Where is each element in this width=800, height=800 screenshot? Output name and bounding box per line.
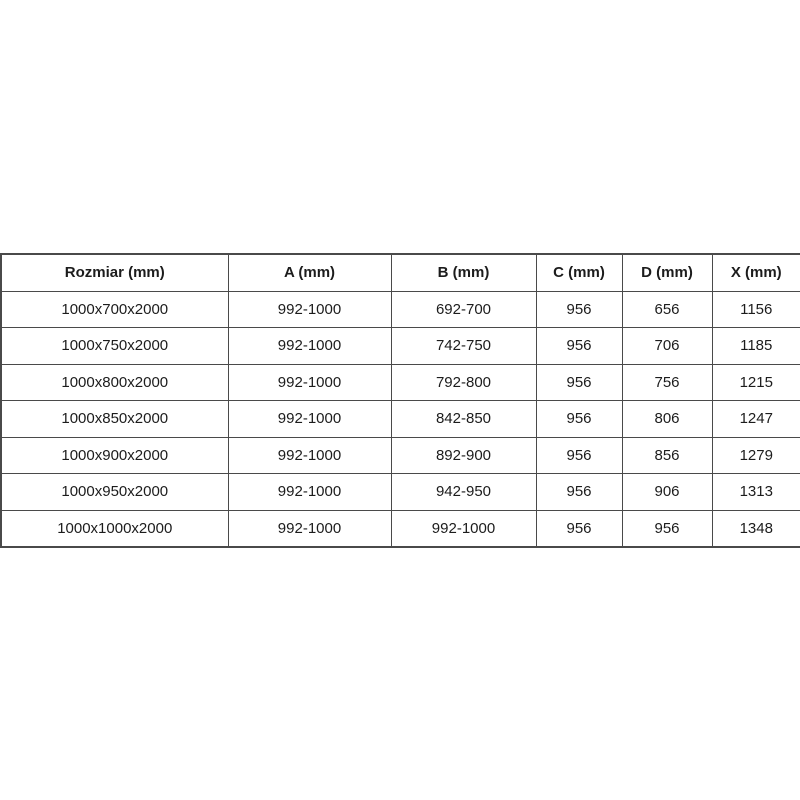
table-cell: 956 (536, 291, 622, 328)
table-cell: 842-850 (391, 401, 536, 438)
table-row (1, 401, 800, 438)
table-cell: 1348 (712, 510, 800, 547)
table-cell: 1000x850x2000 (1, 401, 228, 438)
table-cell: 1156 (712, 291, 800, 328)
table-cell: 956 (536, 474, 622, 511)
table-cell: 992-1000 (228, 437, 391, 474)
table-cell: 692-700 (391, 291, 536, 328)
column-header: C (mm) (536, 254, 622, 291)
table-cell: 956 (536, 437, 622, 474)
table-cell: 792-800 (391, 364, 536, 401)
table-cell: 742-750 (391, 328, 536, 365)
table-cell: 706 (622, 328, 712, 365)
table-row (1, 510, 800, 547)
column-header: A (mm) (228, 254, 391, 291)
table-cell: 1000x700x2000 (1, 291, 228, 328)
table-cell: 1000x800x2000 (1, 364, 228, 401)
table-cell: 1000x750x2000 (1, 328, 228, 365)
table-row (1, 364, 800, 401)
dimension-table (0, 253, 800, 548)
table-cell: 1000x900x2000 (1, 437, 228, 474)
table-cell: 906 (622, 474, 712, 511)
table-cell: 956 (622, 510, 712, 547)
table-cell: 756 (622, 364, 712, 401)
table-cell: 956 (536, 328, 622, 365)
dimension-table-container (0, 253, 800, 548)
table-cell: 992-1000 (228, 401, 391, 438)
table-cell: 1215 (712, 364, 800, 401)
column-header: X (mm) (712, 254, 800, 291)
table-cell: 956 (536, 401, 622, 438)
table-cell: 992-1000 (228, 510, 391, 547)
column-header: B (mm) (391, 254, 536, 291)
table-row (1, 328, 800, 365)
table-cell: 992-1000 (228, 328, 391, 365)
table-cell: 992-1000 (228, 291, 391, 328)
table-cell: 992-1000 (228, 474, 391, 511)
table-cell: 856 (622, 437, 712, 474)
table-cell: 956 (536, 364, 622, 401)
table-cell: 656 (622, 291, 712, 328)
header-row (1, 254, 800, 291)
table-body (1, 291, 800, 547)
table-row (1, 291, 800, 328)
table-cell: 956 (536, 510, 622, 547)
column-header: Rozmiar (mm) (1, 254, 228, 291)
column-header: D (mm) (622, 254, 712, 291)
table-row (1, 437, 800, 474)
table-cell: 1313 (712, 474, 800, 511)
table-cell: 1000x950x2000 (1, 474, 228, 511)
table-cell: 1000x1000x2000 (1, 510, 228, 547)
table-cell: 806 (622, 401, 712, 438)
table-cell: 1247 (712, 401, 800, 438)
table-row (1, 474, 800, 511)
table-cell: 942-950 (391, 474, 536, 511)
table-cell: 1279 (712, 437, 800, 474)
table-cell: 1185 (712, 328, 800, 365)
table-cell: 992-1000 (228, 364, 391, 401)
table-cell: 892-900 (391, 437, 536, 474)
table-cell: 992-1000 (391, 510, 536, 547)
